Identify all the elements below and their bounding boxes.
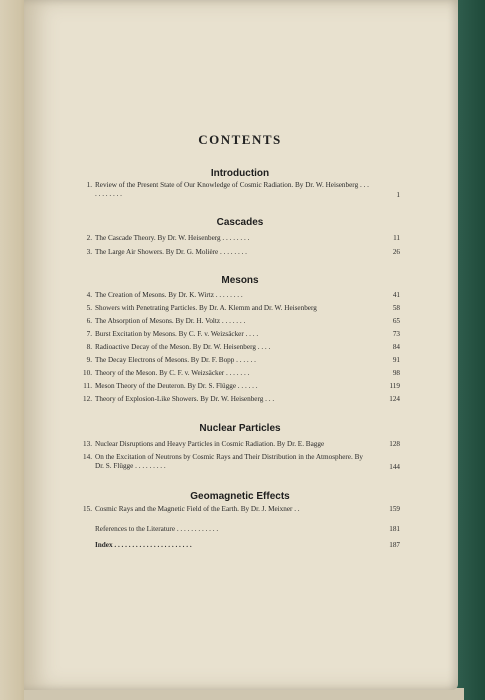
entry-title: On the Excitation of Neutrons by Cosmic Rays and Their Distribution in the Atmosphere. By Dr. S. Flügge . . . . . . . . . xyxy=(95,453,363,470)
entry-page: 91 xyxy=(392,356,400,364)
entry-number: 8. xyxy=(86,343,92,351)
entry-page: 159 xyxy=(389,505,400,513)
entry-page: 41 xyxy=(392,291,400,299)
entry-title: Review of the Present State of Our Knowledge of Cosmic Radiation. By Dr. W. Heisenberg . . . . . . . . . . . xyxy=(95,181,369,198)
entry-title: Burst Excitation by Mesons. By C. F. v. Weizsäcker . . . . xyxy=(95,330,259,338)
entry-number: 6. xyxy=(86,317,92,325)
entry-page: 1 xyxy=(396,191,400,199)
entry-number: 14. xyxy=(83,453,92,461)
entry-page: 144 xyxy=(389,463,400,471)
entry-title: The Cascade Theory. By Dr. W. Heisenberg . . . . . . . . xyxy=(95,234,250,242)
entry-title: The Absorption of Mesons. By Dr. H. Voltz . . . . . . . xyxy=(95,317,246,325)
entry-page: 128 xyxy=(389,440,400,448)
entry-page: 181 xyxy=(389,525,400,533)
entry-title: Showers with Penetrating Particles. By Dr. A. Klemm and Dr. W. Heisenberg xyxy=(95,304,317,312)
entry-number: 2. xyxy=(86,234,92,242)
entry-title: Theory of the Meson. By C. F. v. Weizsäcker . . . . . . . xyxy=(95,369,250,377)
entry-number: 1. xyxy=(86,181,92,189)
entry-title: The Creation of Mesons. By Dr. K. Wirtz . . . . . . . . xyxy=(95,291,243,299)
entry-number: 15. xyxy=(83,505,92,513)
entry-number: 10. xyxy=(83,369,92,377)
entry-number: 13. xyxy=(83,440,92,448)
entry-number: 4. xyxy=(86,291,92,299)
entry-number: 3. xyxy=(86,248,92,256)
entry-title: The Large Air Showers. By Dr. G. Molière . . . . . . . . xyxy=(95,248,247,256)
entry-page: 187 xyxy=(389,541,400,549)
section-cascades: Cascades xyxy=(216,217,264,228)
entry-page: 11 xyxy=(393,234,400,242)
entry-title: The Decay Electrons of Mesons. By Dr. F. Bopp . . . . . . xyxy=(95,356,256,364)
entry-number: 11. xyxy=(83,382,92,390)
entry-page: 26 xyxy=(392,248,400,256)
entry-page: 58 xyxy=(392,304,400,312)
section-introduction: Introduction xyxy=(210,168,270,179)
entry-page: 73 xyxy=(392,330,400,338)
contents-title: CONTENTS xyxy=(198,132,282,147)
entry-page: 84 xyxy=(392,343,400,351)
entry-title: Nuclear Disruptions and Heavy Particles in Cosmic Radiation. By Dr. E. Bagge xyxy=(95,440,325,448)
entry-page: 65 xyxy=(392,317,400,325)
entry-page: 119 xyxy=(389,382,400,390)
entry-number: 7. xyxy=(86,330,92,338)
entry-number: 9. xyxy=(86,356,92,364)
entry-number: 5. xyxy=(86,304,92,312)
entry-title: Radioactive Decay of the Meson. By Dr. W. Heisenberg . . . . xyxy=(95,343,271,351)
entry-title: Meson Theory of the Deuteron. By Dr. S. Flügge . . . . . . xyxy=(95,382,258,390)
entry-title: Index . . . . . . . . . . . . . . . . . . . . . . xyxy=(95,541,192,549)
entry-title: Cosmic Rays and the Magnetic Field of the Earth. By Dr. J. Meixner . . xyxy=(95,505,300,513)
section-mesons: Mesons xyxy=(221,275,259,286)
section-geomagnetic-effects: Geomagnetic Effects xyxy=(190,491,290,502)
entry-page: 124 xyxy=(389,395,400,403)
entry-title: References to the Literature . . . . . . . . . . . . xyxy=(95,525,219,533)
entry-number: 12. xyxy=(83,395,92,403)
section-nuclear-particles: Nuclear Particles xyxy=(199,423,281,434)
entry-title: Theory of Explosion-Like Showers. By Dr. W. Heisenberg . . . xyxy=(95,395,275,403)
entry-page: 98 xyxy=(392,369,400,377)
